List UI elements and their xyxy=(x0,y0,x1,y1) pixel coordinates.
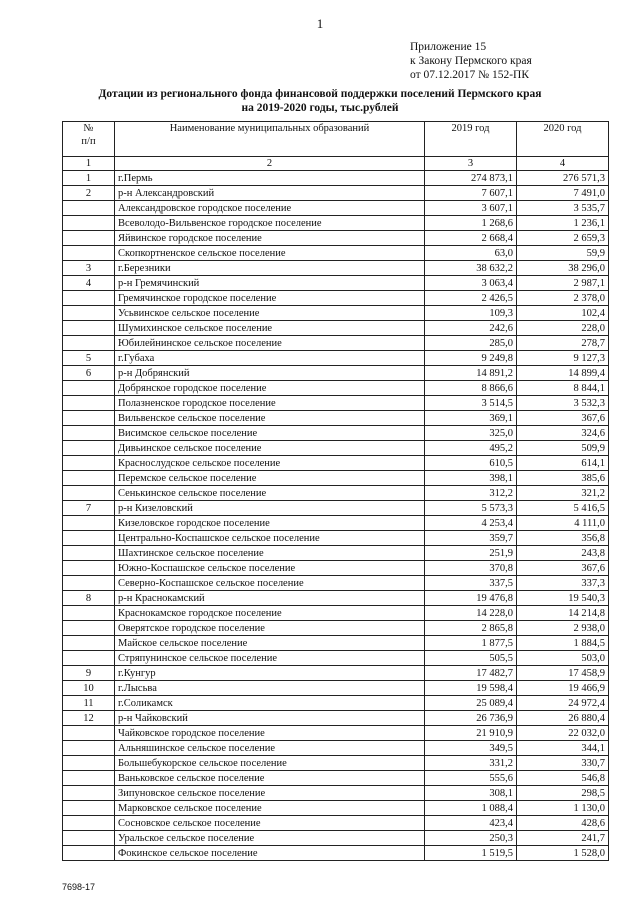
municipality-name: р-н Александровский xyxy=(115,186,425,201)
value-2020: 2 659,3 xyxy=(517,231,609,246)
table-row xyxy=(63,696,609,711)
table-row xyxy=(63,711,609,726)
municipality-name: Центрально-Коспашское сельское поселение xyxy=(115,531,425,546)
table-row xyxy=(63,501,609,516)
appendix-line-3: от 07.12.2017 № 152-ПК xyxy=(410,69,530,81)
municipality-name: р-н Кизеловский xyxy=(115,501,425,516)
value-2019: 359,7 xyxy=(425,531,517,546)
municipality-name: Сенькинское сельское поселение xyxy=(115,486,425,501)
municipality-name: Шумихинское сельское поселение xyxy=(115,321,425,336)
municipality-name: Шахтинское сельское поселение xyxy=(115,546,425,561)
row-number xyxy=(63,726,115,741)
value-2020: 243,8 xyxy=(517,546,609,561)
row-number xyxy=(63,801,115,816)
value-2020: 1 528,0 xyxy=(517,846,609,861)
value-2019: 331,2 xyxy=(425,756,517,771)
value-2020: 9 127,3 xyxy=(517,351,609,366)
municipality-name: Краснослудское сельское поселение xyxy=(115,456,425,471)
municipality-name: Майское сельское поселение xyxy=(115,636,425,651)
value-2019: 3 063,4 xyxy=(425,276,517,291)
municipality-name: Яйвинское городское поселение xyxy=(115,231,425,246)
table-row xyxy=(63,261,609,276)
municipality-name: Добрянское городское поселение xyxy=(115,381,425,396)
value-2020: 8 844,1 xyxy=(517,381,609,396)
municipality-name: р-н Краснокамский xyxy=(115,591,425,606)
column-index: 3 xyxy=(425,157,517,171)
value-2020: 614,1 xyxy=(517,456,609,471)
value-2020: 428,6 xyxy=(517,816,609,831)
municipality-name: Большебукорское сельское поселение xyxy=(115,756,425,771)
value-2020: 337,3 xyxy=(517,576,609,591)
value-2019: 26 736,9 xyxy=(425,711,517,726)
row-number xyxy=(63,291,115,306)
row-number: 9 xyxy=(63,666,115,681)
value-2019: 9 249,8 xyxy=(425,351,517,366)
table-row xyxy=(63,681,609,696)
value-2019: 19 598,4 xyxy=(425,681,517,696)
value-2019: 398,1 xyxy=(425,471,517,486)
value-2020: 24 972,4 xyxy=(517,696,609,711)
value-2020: 1 884,5 xyxy=(517,636,609,651)
municipality-name: г.Губаха xyxy=(115,351,425,366)
page-number: 1 xyxy=(316,16,324,31)
row-number xyxy=(63,771,115,786)
row-number xyxy=(63,531,115,546)
value-2020: 3 535,7 xyxy=(517,201,609,216)
value-2020: 321,2 xyxy=(517,486,609,501)
value-2020: 2 378,0 xyxy=(517,291,609,306)
value-2020: 26 880,4 xyxy=(517,711,609,726)
value-2020: 19 466,9 xyxy=(517,681,609,696)
row-number xyxy=(63,201,115,216)
municipality-name: г.Пермь xyxy=(115,171,425,186)
municipality-name: Сосновское сельское поселение xyxy=(115,816,425,831)
row-number xyxy=(63,471,115,486)
table-row xyxy=(63,786,609,801)
value-2020: 503,0 xyxy=(517,651,609,666)
row-number: 12 xyxy=(63,711,115,726)
value-2020: 276 571,3 xyxy=(517,171,609,186)
document-title xyxy=(0,87,640,115)
municipality-name: Полазненское городское поселение xyxy=(115,396,425,411)
value-2019: 242,6 xyxy=(425,321,517,336)
value-2020: 324,6 xyxy=(517,426,609,441)
table-row xyxy=(63,216,609,231)
table-row xyxy=(63,531,609,546)
value-2020: 330,7 xyxy=(517,756,609,771)
row-number: 10 xyxy=(63,681,115,696)
row-number xyxy=(63,831,115,846)
value-2019: 17 482,7 xyxy=(425,666,517,681)
municipality-name: Вильвенское сельское поселение xyxy=(115,411,425,426)
value-2020: 344,1 xyxy=(517,741,609,756)
header-number: № п/п xyxy=(63,122,115,157)
row-number xyxy=(63,741,115,756)
table-row xyxy=(63,336,609,351)
row-number xyxy=(63,216,115,231)
row-number xyxy=(63,486,115,501)
value-2020: 7 491,0 xyxy=(517,186,609,201)
header-2020: 2020 год xyxy=(517,122,609,157)
value-2019: 25 089,4 xyxy=(425,696,517,711)
row-number xyxy=(63,846,115,861)
municipality-name: Перемское сельское поселение xyxy=(115,471,425,486)
table-header-row xyxy=(63,122,609,157)
row-number: 2 xyxy=(63,186,115,201)
value-2019: 369,1 xyxy=(425,411,517,426)
value-2020: 2 938,0 xyxy=(517,621,609,636)
value-2019: 495,2 xyxy=(425,441,517,456)
row-number xyxy=(63,576,115,591)
value-2020: 4 111,0 xyxy=(517,516,609,531)
value-2019: 370,8 xyxy=(425,561,517,576)
value-2020: 278,7 xyxy=(517,336,609,351)
row-number xyxy=(63,246,115,261)
value-2019: 19 476,8 xyxy=(425,591,517,606)
value-2019: 63,0 xyxy=(425,246,517,261)
row-number xyxy=(63,651,115,666)
value-2019: 1 088,4 xyxy=(425,801,517,816)
value-2019: 308,1 xyxy=(425,786,517,801)
value-2019: 610,5 xyxy=(425,456,517,471)
value-2020: 367,6 xyxy=(517,411,609,426)
row-number xyxy=(63,561,115,576)
value-2019: 38 632,2 xyxy=(425,261,517,276)
municipality-name: Юбилейнинское сельское поселение xyxy=(115,336,425,351)
table-row xyxy=(63,276,609,291)
value-2020: 14 214,8 xyxy=(517,606,609,621)
table-row xyxy=(63,621,609,636)
table-row xyxy=(63,291,609,306)
value-2019: 2 865,8 xyxy=(425,621,517,636)
value-2020: 241,7 xyxy=(517,831,609,846)
municipality-name: Ваньковское сельское поселение xyxy=(115,771,425,786)
column-index: 4 xyxy=(517,157,609,171)
row-number xyxy=(63,381,115,396)
municipality-name: Зипуновское сельское поселение xyxy=(115,786,425,801)
table-row xyxy=(63,396,609,411)
value-2019: 285,0 xyxy=(425,336,517,351)
table-row xyxy=(63,441,609,456)
value-2019: 423,4 xyxy=(425,816,517,831)
value-2019: 5 573,3 xyxy=(425,501,517,516)
value-2020: 356,8 xyxy=(517,531,609,546)
value-2019: 8 866,6 xyxy=(425,381,517,396)
value-2020: 5 416,5 xyxy=(517,501,609,516)
row-number: 5 xyxy=(63,351,115,366)
table-row xyxy=(63,366,609,381)
value-2019: 505,5 xyxy=(425,651,517,666)
row-number xyxy=(63,411,115,426)
municipality-name: Краснокамское городское поселение xyxy=(115,606,425,621)
row-number xyxy=(63,321,115,336)
municipality-name: Гремячинское городское поселение xyxy=(115,291,425,306)
value-2020: 14 899,4 xyxy=(517,366,609,381)
municipality-name: Всеволодо-Вильвенское городское поселение xyxy=(115,216,425,231)
value-2019: 4 253,4 xyxy=(425,516,517,531)
municipality-name: Скопкортненское сельское поселение xyxy=(115,246,425,261)
row-number xyxy=(63,816,115,831)
municipality-name: Висимское сельское поселение xyxy=(115,426,425,441)
table-row xyxy=(63,771,609,786)
table-row xyxy=(63,561,609,576)
table-row xyxy=(63,651,609,666)
table-row xyxy=(63,411,609,426)
municipality-name: Усьвинское сельское поселение xyxy=(115,306,425,321)
table-row xyxy=(63,171,609,186)
table-row xyxy=(63,516,609,531)
header-2019: 2019 год xyxy=(425,122,517,157)
municipality-name: Уральское сельское поселение xyxy=(115,831,425,846)
value-2019: 2 426,5 xyxy=(425,291,517,306)
value-2020: 59,9 xyxy=(517,246,609,261)
municipality-name: Фокинское сельское поселение xyxy=(115,846,425,861)
municipality-name: Оверятское городское поселение xyxy=(115,621,425,636)
table-row xyxy=(63,801,609,816)
row-number: 6 xyxy=(63,366,115,381)
title-line-2: на 2019-2020 годы, тыс.рублей xyxy=(241,102,399,114)
table-row xyxy=(63,606,609,621)
municipality-name: Альняшинское сельское поселение xyxy=(115,741,425,756)
table-row xyxy=(63,576,609,591)
value-2019: 555,6 xyxy=(425,771,517,786)
table-row xyxy=(63,846,609,861)
value-2020: 102,4 xyxy=(517,306,609,321)
row-number: 4 xyxy=(63,276,115,291)
municipality-name: г.Лысьва xyxy=(115,681,425,696)
value-2019: 1 268,6 xyxy=(425,216,517,231)
municipality-name: г.Соликамск xyxy=(115,696,425,711)
value-2019: 337,5 xyxy=(425,576,517,591)
row-number xyxy=(63,756,115,771)
subsidies-table xyxy=(62,121,609,861)
municipality-name: Марковское сельское поселение xyxy=(115,801,425,816)
value-2019: 274 873,1 xyxy=(425,171,517,186)
appendix-reference xyxy=(410,40,532,82)
table-row xyxy=(63,246,609,261)
municipality-name: г.Кунгур xyxy=(115,666,425,681)
table-row xyxy=(63,816,609,831)
row-number xyxy=(63,546,115,561)
table-body xyxy=(63,171,609,861)
value-2019: 14 228,0 xyxy=(425,606,517,621)
table-row xyxy=(63,546,609,561)
row-number xyxy=(63,636,115,651)
value-2020: 1 130,0 xyxy=(517,801,609,816)
value-2019: 109,3 xyxy=(425,306,517,321)
value-2020: 38 296,0 xyxy=(517,261,609,276)
row-number xyxy=(63,396,115,411)
value-2019: 325,0 xyxy=(425,426,517,441)
table-row xyxy=(63,591,609,606)
value-2020: 22 032,0 xyxy=(517,726,609,741)
row-number: 3 xyxy=(63,261,115,276)
table-row xyxy=(63,321,609,336)
table-row xyxy=(63,831,609,846)
value-2020: 385,6 xyxy=(517,471,609,486)
value-2019: 312,2 xyxy=(425,486,517,501)
municipality-name: Чайковское городское поселение xyxy=(115,726,425,741)
row-number xyxy=(63,441,115,456)
row-number xyxy=(63,516,115,531)
appendix-line-1: Приложение 15 xyxy=(410,41,487,53)
municipality-name: Северно-Коспашское сельское поселение xyxy=(115,576,425,591)
value-2019: 250,3 xyxy=(425,831,517,846)
municipality-name: Южно-Коспашское сельское поселение xyxy=(115,561,425,576)
value-2020: 546,8 xyxy=(517,771,609,786)
value-2020: 17 458,9 xyxy=(517,666,609,681)
value-2020: 509,9 xyxy=(517,441,609,456)
value-2019: 1 877,5 xyxy=(425,636,517,651)
row-number xyxy=(63,231,115,246)
municipality-name: Стряпунинское сельское поселение xyxy=(115,651,425,666)
value-2019: 3 607,1 xyxy=(425,201,517,216)
appendix-line-2: к Закону Пермского края xyxy=(410,55,532,67)
row-number: 11 xyxy=(63,696,115,711)
municipality-name: р-н Чайковский xyxy=(115,711,425,726)
header-name: Наименование муниципальных образований xyxy=(115,122,425,157)
table-row xyxy=(63,201,609,216)
value-2020: 298,5 xyxy=(517,786,609,801)
row-number xyxy=(63,336,115,351)
row-number xyxy=(63,621,115,636)
value-2019: 3 514,5 xyxy=(425,396,517,411)
value-2020: 228,0 xyxy=(517,321,609,336)
municipality-name: Кизеловское городское поселение xyxy=(115,516,425,531)
value-2019: 349,5 xyxy=(425,741,517,756)
table-row xyxy=(63,471,609,486)
column-index-row xyxy=(63,157,609,171)
row-number xyxy=(63,456,115,471)
municipality-name: р-н Добрянский xyxy=(115,366,425,381)
municipality-name: Александровское городское поселение xyxy=(115,201,425,216)
row-number: 7 xyxy=(63,501,115,516)
table-row xyxy=(63,231,609,246)
table-row xyxy=(63,636,609,651)
table-row xyxy=(63,726,609,741)
column-index: 2 xyxy=(115,157,425,171)
value-2019: 21 910,9 xyxy=(425,726,517,741)
value-2020: 19 540,3 xyxy=(517,591,609,606)
table-row xyxy=(63,381,609,396)
table-row xyxy=(63,186,609,201)
value-2019: 251,9 xyxy=(425,546,517,561)
row-number: 1 xyxy=(63,171,115,186)
municipality-name: г.Березники xyxy=(115,261,425,276)
document-code: 7698-17 xyxy=(62,882,96,892)
value-2020: 1 236,1 xyxy=(517,216,609,231)
table-row xyxy=(63,741,609,756)
value-2020: 2 987,1 xyxy=(517,276,609,291)
row-number: 8 xyxy=(63,591,115,606)
municipality-name: Дивьинское сельское поселение xyxy=(115,441,425,456)
table-row xyxy=(63,486,609,501)
table-row xyxy=(63,351,609,366)
value-2020: 3 532,3 xyxy=(517,396,609,411)
value-2019: 1 519,5 xyxy=(425,846,517,861)
table-row xyxy=(63,456,609,471)
table-row xyxy=(63,666,609,681)
value-2019: 14 891,2 xyxy=(425,366,517,381)
row-number xyxy=(63,606,115,621)
table-row xyxy=(63,306,609,321)
row-number xyxy=(63,426,115,441)
table-row xyxy=(63,426,609,441)
title-line-1: Дотации из регионального фонда финансовой поддержки поселений Пермского края xyxy=(98,88,542,100)
table-row xyxy=(63,756,609,771)
row-number xyxy=(63,306,115,321)
column-index: 1 xyxy=(63,157,115,171)
row-number xyxy=(63,786,115,801)
value-2019: 7 607,1 xyxy=(425,186,517,201)
value-2020: 367,6 xyxy=(517,561,609,576)
value-2019: 2 668,4 xyxy=(425,231,517,246)
municipality-name: р-н Гремячинский xyxy=(115,276,425,291)
